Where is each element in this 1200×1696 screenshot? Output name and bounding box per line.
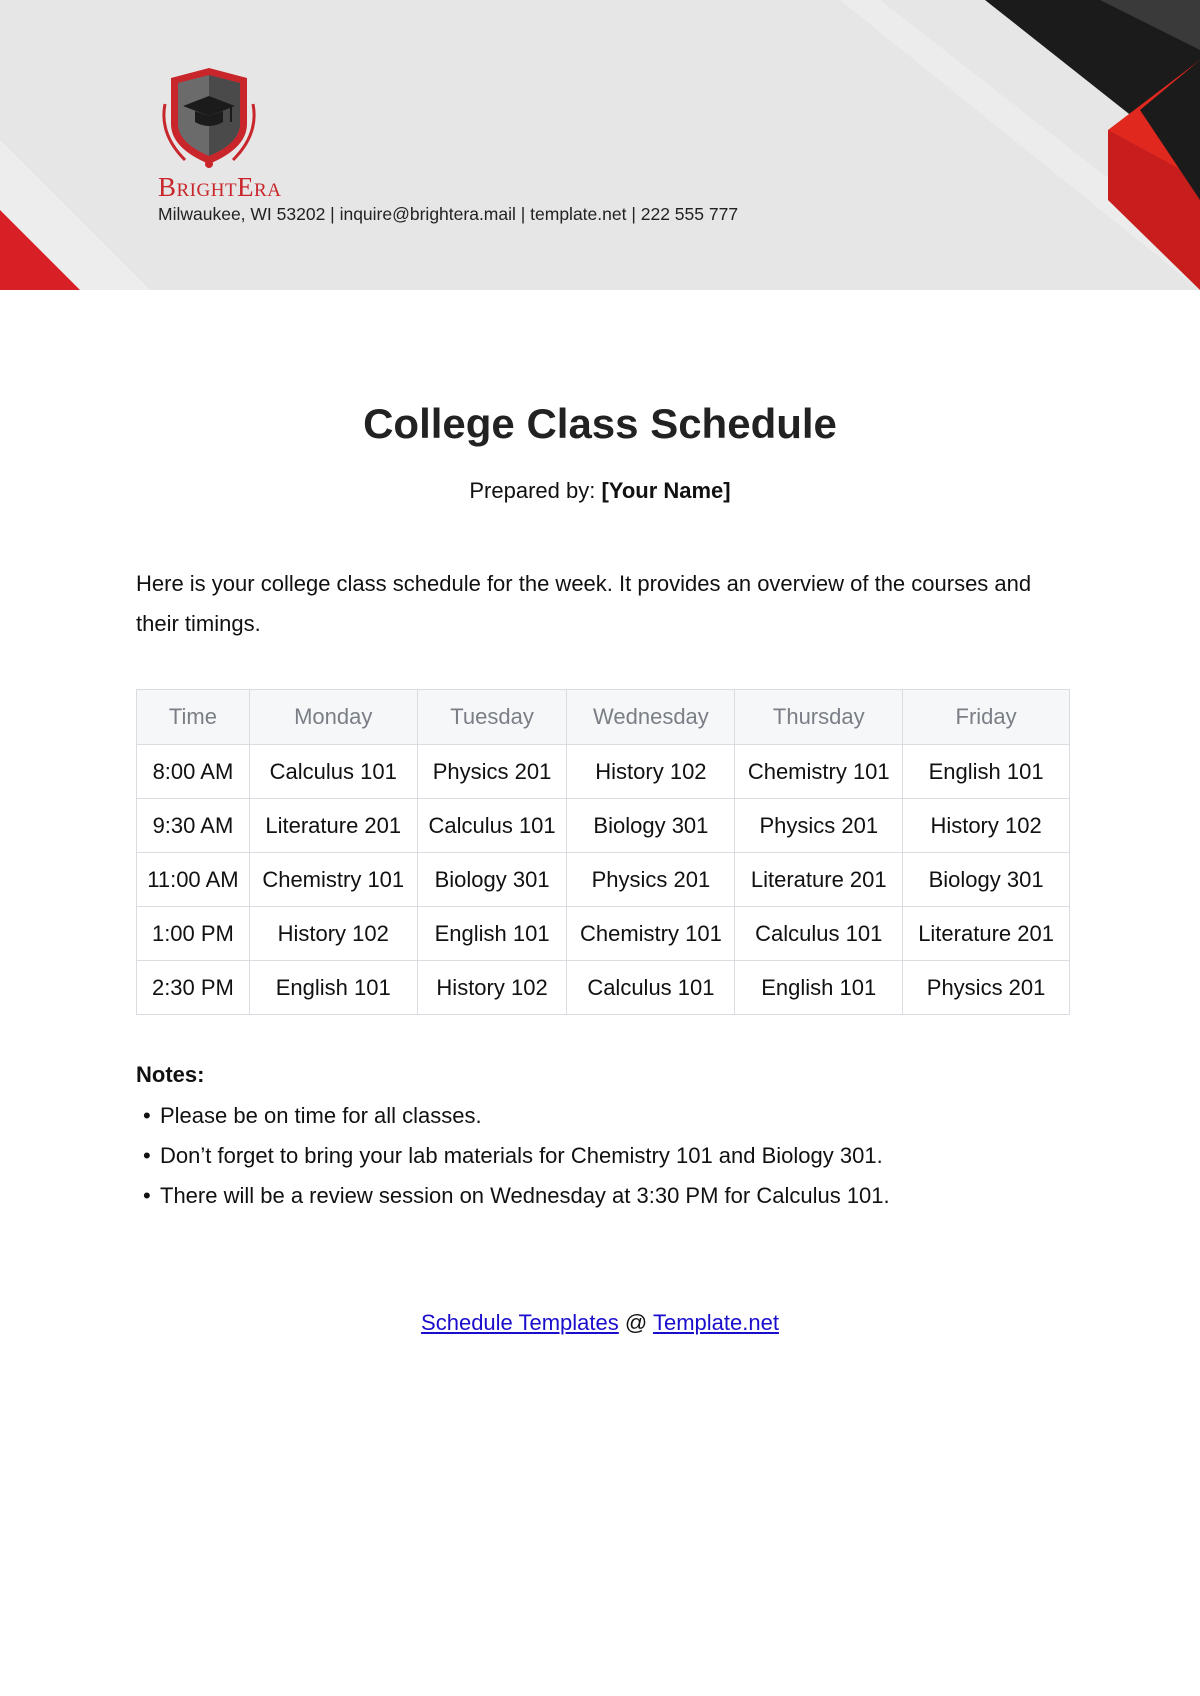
- column-header: Time: [137, 690, 250, 745]
- class-cell: Calculus 101: [417, 799, 567, 853]
- class-cell: Chemistry 101: [735, 745, 903, 799]
- class-cell: Calculus 101: [249, 745, 417, 799]
- class-cell: Biology 301: [903, 853, 1070, 907]
- table-row: [137, 745, 1070, 799]
- notes-heading: Notes:: [136, 1062, 205, 1087]
- intro-paragraph: Here is your college class schedule for the week. It provides an overview of the courses and their timings.: [136, 571, 1032, 636]
- table-header-row: [137, 690, 1070, 745]
- contact-info: Milwaukee, WI 53202 | inquire@brightera.mail | template.net | 222 555 777: [158, 204, 739, 224]
- class-cell: Physics 201: [567, 853, 735, 907]
- class-cell: History 102: [903, 799, 1070, 853]
- column-header: Monday: [249, 690, 417, 745]
- note-item: • Please be on time for all classes.: [136, 1096, 890, 1136]
- class-cell: English 101: [249, 961, 417, 1015]
- class-schedule-table: [136, 689, 1070, 1015]
- class-cell: History 102: [249, 907, 417, 961]
- page-header: [0, 0, 1200, 290]
- prepared-by: [0, 478, 1200, 504]
- note-item: • There will be a review session on Wednesday at 3:30 PM for Calculus 101.: [136, 1176, 890, 1216]
- class-cell: Physics 201: [903, 961, 1070, 1015]
- document-title: College Class Schedule: [363, 400, 837, 447]
- table-row: [137, 907, 1070, 961]
- footer-separator: @: [624, 1310, 648, 1335]
- class-cell: Biology 301: [567, 799, 735, 853]
- column-header: Friday: [903, 690, 1070, 745]
- notes-list: [136, 1096, 890, 1216]
- class-cell: English 101: [903, 745, 1070, 799]
- table-row: [137, 799, 1070, 853]
- time-cell: 1:00 PM: [137, 907, 250, 961]
- prepared-by-name: [Your Name]: [601, 478, 731, 503]
- class-cell: Calculus 101: [567, 961, 735, 1015]
- class-cell: History 102: [567, 745, 735, 799]
- column-header: Tuesday: [417, 690, 567, 745]
- time-cell: 8:00 AM: [137, 745, 250, 799]
- footer: [0, 1310, 1200, 1336]
- class-cell: Chemistry 101: [249, 853, 417, 907]
- class-cell: Biology 301: [417, 853, 567, 907]
- class-cell: Literature 201: [903, 907, 1070, 961]
- template-net-link[interactable]: Template.net: [652, 1310, 779, 1335]
- class-cell: Chemistry 101: [567, 907, 735, 961]
- class-cell: Literature 201: [249, 799, 417, 853]
- prepared-by-label: Prepared by:: [469, 478, 596, 503]
- brightera-logo-icon: [155, 64, 263, 172]
- column-header: Wednesday: [567, 690, 735, 745]
- note-item: • Don’t forget to bring your lab materials for Chemistry 101 and Biology 301.: [136, 1136, 890, 1176]
- time-cell: 2:30 PM: [137, 961, 250, 1015]
- schedule-templates-link[interactable]: Schedule Templates: [421, 1310, 619, 1335]
- class-cell: Calculus 101: [735, 907, 903, 961]
- class-cell: Physics 201: [735, 799, 903, 853]
- class-cell: Literature 201: [735, 853, 903, 907]
- brand-name: BrightEra: [158, 172, 282, 202]
- column-header: Thursday: [735, 690, 903, 745]
- class-cell: English 101: [735, 961, 903, 1015]
- class-cell: History 102: [417, 961, 567, 1015]
- time-cell: 9:30 AM: [137, 799, 250, 853]
- table-row: [137, 853, 1070, 907]
- class-cell: English 101: [417, 907, 567, 961]
- table-row: [137, 961, 1070, 1015]
- class-cell: Physics 201: [417, 745, 567, 799]
- time-cell: 11:00 AM: [137, 853, 250, 907]
